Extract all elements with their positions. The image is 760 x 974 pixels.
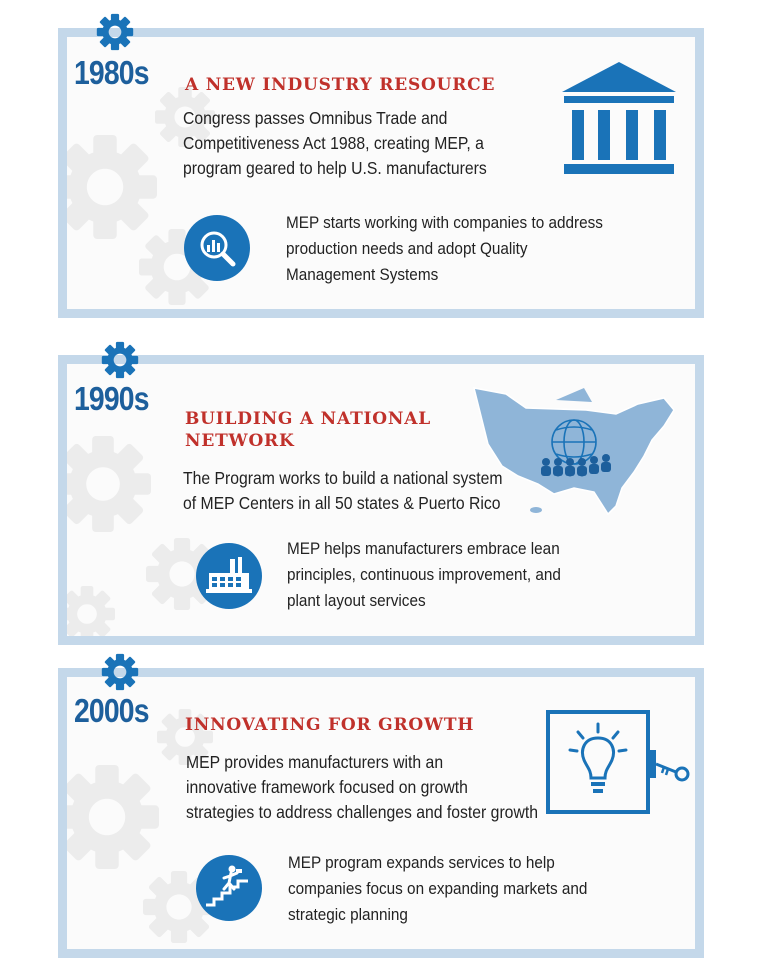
climbing-stairs-icon (196, 855, 262, 921)
section-sub-text (286, 210, 603, 288)
section-sub-text (287, 536, 561, 614)
sub-line: plant layout services (287, 591, 426, 610)
body-line: Congress passes Omnibus Trade and (183, 108, 448, 128)
section-body (186, 750, 538, 825)
decade-label: 1980s (74, 54, 149, 91)
decade-gear-icon (100, 652, 140, 692)
sub-line: production needs and adopt Quality (286, 239, 528, 258)
decade-gear-icon (95, 12, 135, 52)
section-body (183, 106, 487, 181)
heading-line: NETWORK (185, 431, 295, 451)
section-heading (185, 408, 431, 452)
body-line: MEP provides manufacturers with an (186, 752, 444, 772)
sub-line: MEP program expands services to help (288, 853, 555, 872)
analytics-magnifier-icon (184, 215, 250, 281)
body-line: strategies to address challenges and foster growth (186, 802, 538, 822)
body-line: program geared to help U.S. manufacturers (183, 158, 487, 178)
heading-line: A NEW INDUSTRY RESOURCE (185, 75, 496, 95)
section-body (183, 466, 503, 516)
section-heading (185, 714, 474, 736)
sub-line: Management Systems (286, 265, 439, 284)
body-line: of MEP Centers in all 50 states & Puerto Rico (183, 493, 501, 513)
factory-icon (196, 543, 262, 609)
body-line: Competitiveness Act 1988, creating MEP, a (183, 133, 484, 153)
heading-line: INNOVATING FOR GROWTH (185, 715, 475, 735)
sub-line: companies focus on expanding markets and (288, 879, 588, 898)
sub-line: strategic planning (288, 905, 408, 924)
body-line: innovative framework focused on growth (186, 777, 468, 797)
decade-label: 2000s (74, 692, 149, 729)
lightbulb-safe-icon (546, 710, 692, 816)
sub-line: MEP helps manufacturers embrace lean (287, 539, 560, 558)
section-heading (185, 74, 495, 96)
sub-line: MEP starts working with companies to address (286, 213, 603, 232)
body-line: The Program works to build a national system (183, 468, 503, 488)
section-sub-text (288, 850, 587, 928)
sub-line: principles, continuous improvement, and (287, 565, 561, 584)
heading-line: BUILDING A NATIONAL (185, 409, 431, 429)
decade-label: 1990s (74, 380, 149, 417)
government-building-icon (560, 60, 678, 178)
decade-gear-icon (100, 340, 140, 380)
